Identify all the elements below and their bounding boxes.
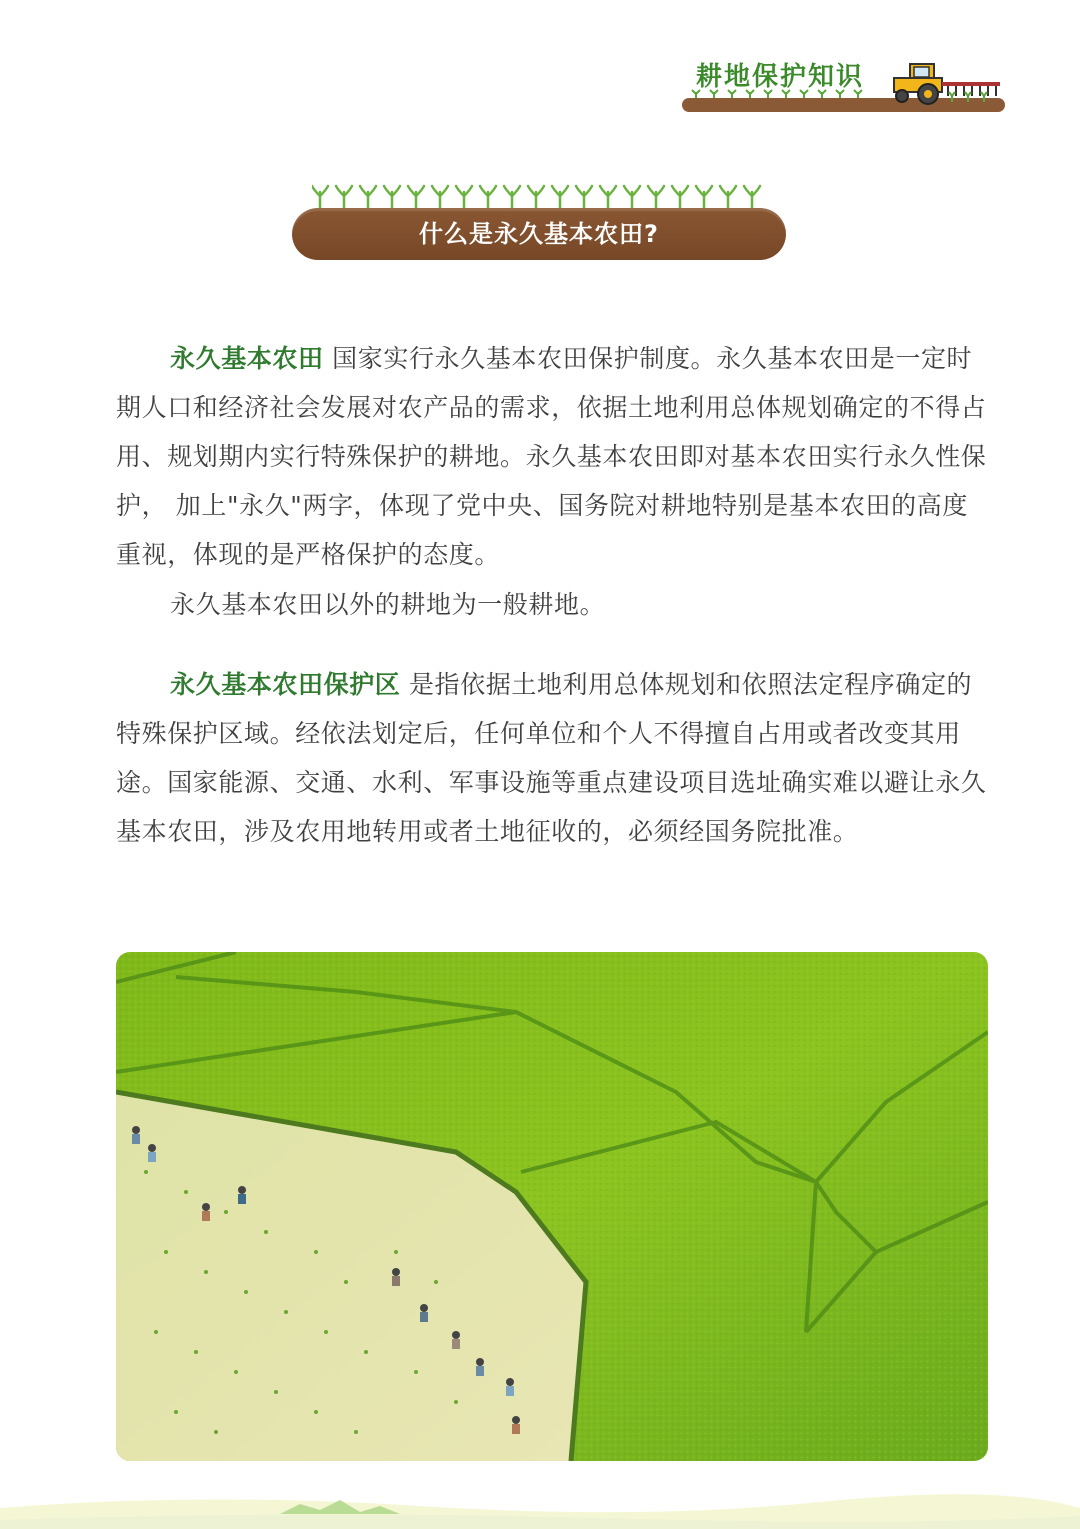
paragraph-body: 国家实行永久基本农田保护制度。永久基本农田是一定时期人口和经济社会发展对农产品的需求，依据土地利用总体规划确定的不得占用、规划期内实行特殊保护的耕地。永久基本农田即对基本农田实行永久性保护， 加上"永久"两字，体现了党中央、国务院对耕地特别是基本农田的高度重视，体现的是严格保护的态度。 bbox=[116, 344, 987, 569]
term-protection-zone: 永久基本农田保护区 bbox=[170, 670, 401, 699]
rice-field-photo bbox=[116, 952, 988, 1461]
footer-hills-decoration bbox=[0, 1488, 1080, 1529]
paragraph-body: 是指依据土地利用总体规划和依照法定程序确定的特殊保护区域。经依法划定后，任何单位和个人不得擅自占用或者改变其用途。国家能源、交通、水利、军事设施等重点建设项目选址确实难以避让永久基本农田，涉及农用地转用或者土地征收的，必须经国务院批准。 bbox=[116, 670, 987, 846]
banner-title: 耕地保护知识 bbox=[696, 62, 865, 92]
top-banner bbox=[680, 50, 1010, 120]
term-permanent-farmland: 永久基本农田 bbox=[170, 344, 324, 373]
paragraph-permanent-farmland bbox=[116, 334, 988, 579]
sprout-row-icon bbox=[312, 180, 772, 210]
paragraph-body: 永久基本农田以外的耕地为一般耕地。 bbox=[170, 590, 606, 619]
tractor-icon bbox=[888, 56, 1006, 106]
paragraph-general-farmland bbox=[116, 580, 988, 629]
section-title: 什么是永久基本农田? bbox=[419, 220, 659, 248]
paragraph-protection-zone bbox=[116, 660, 988, 856]
section-heading bbox=[292, 180, 788, 262]
